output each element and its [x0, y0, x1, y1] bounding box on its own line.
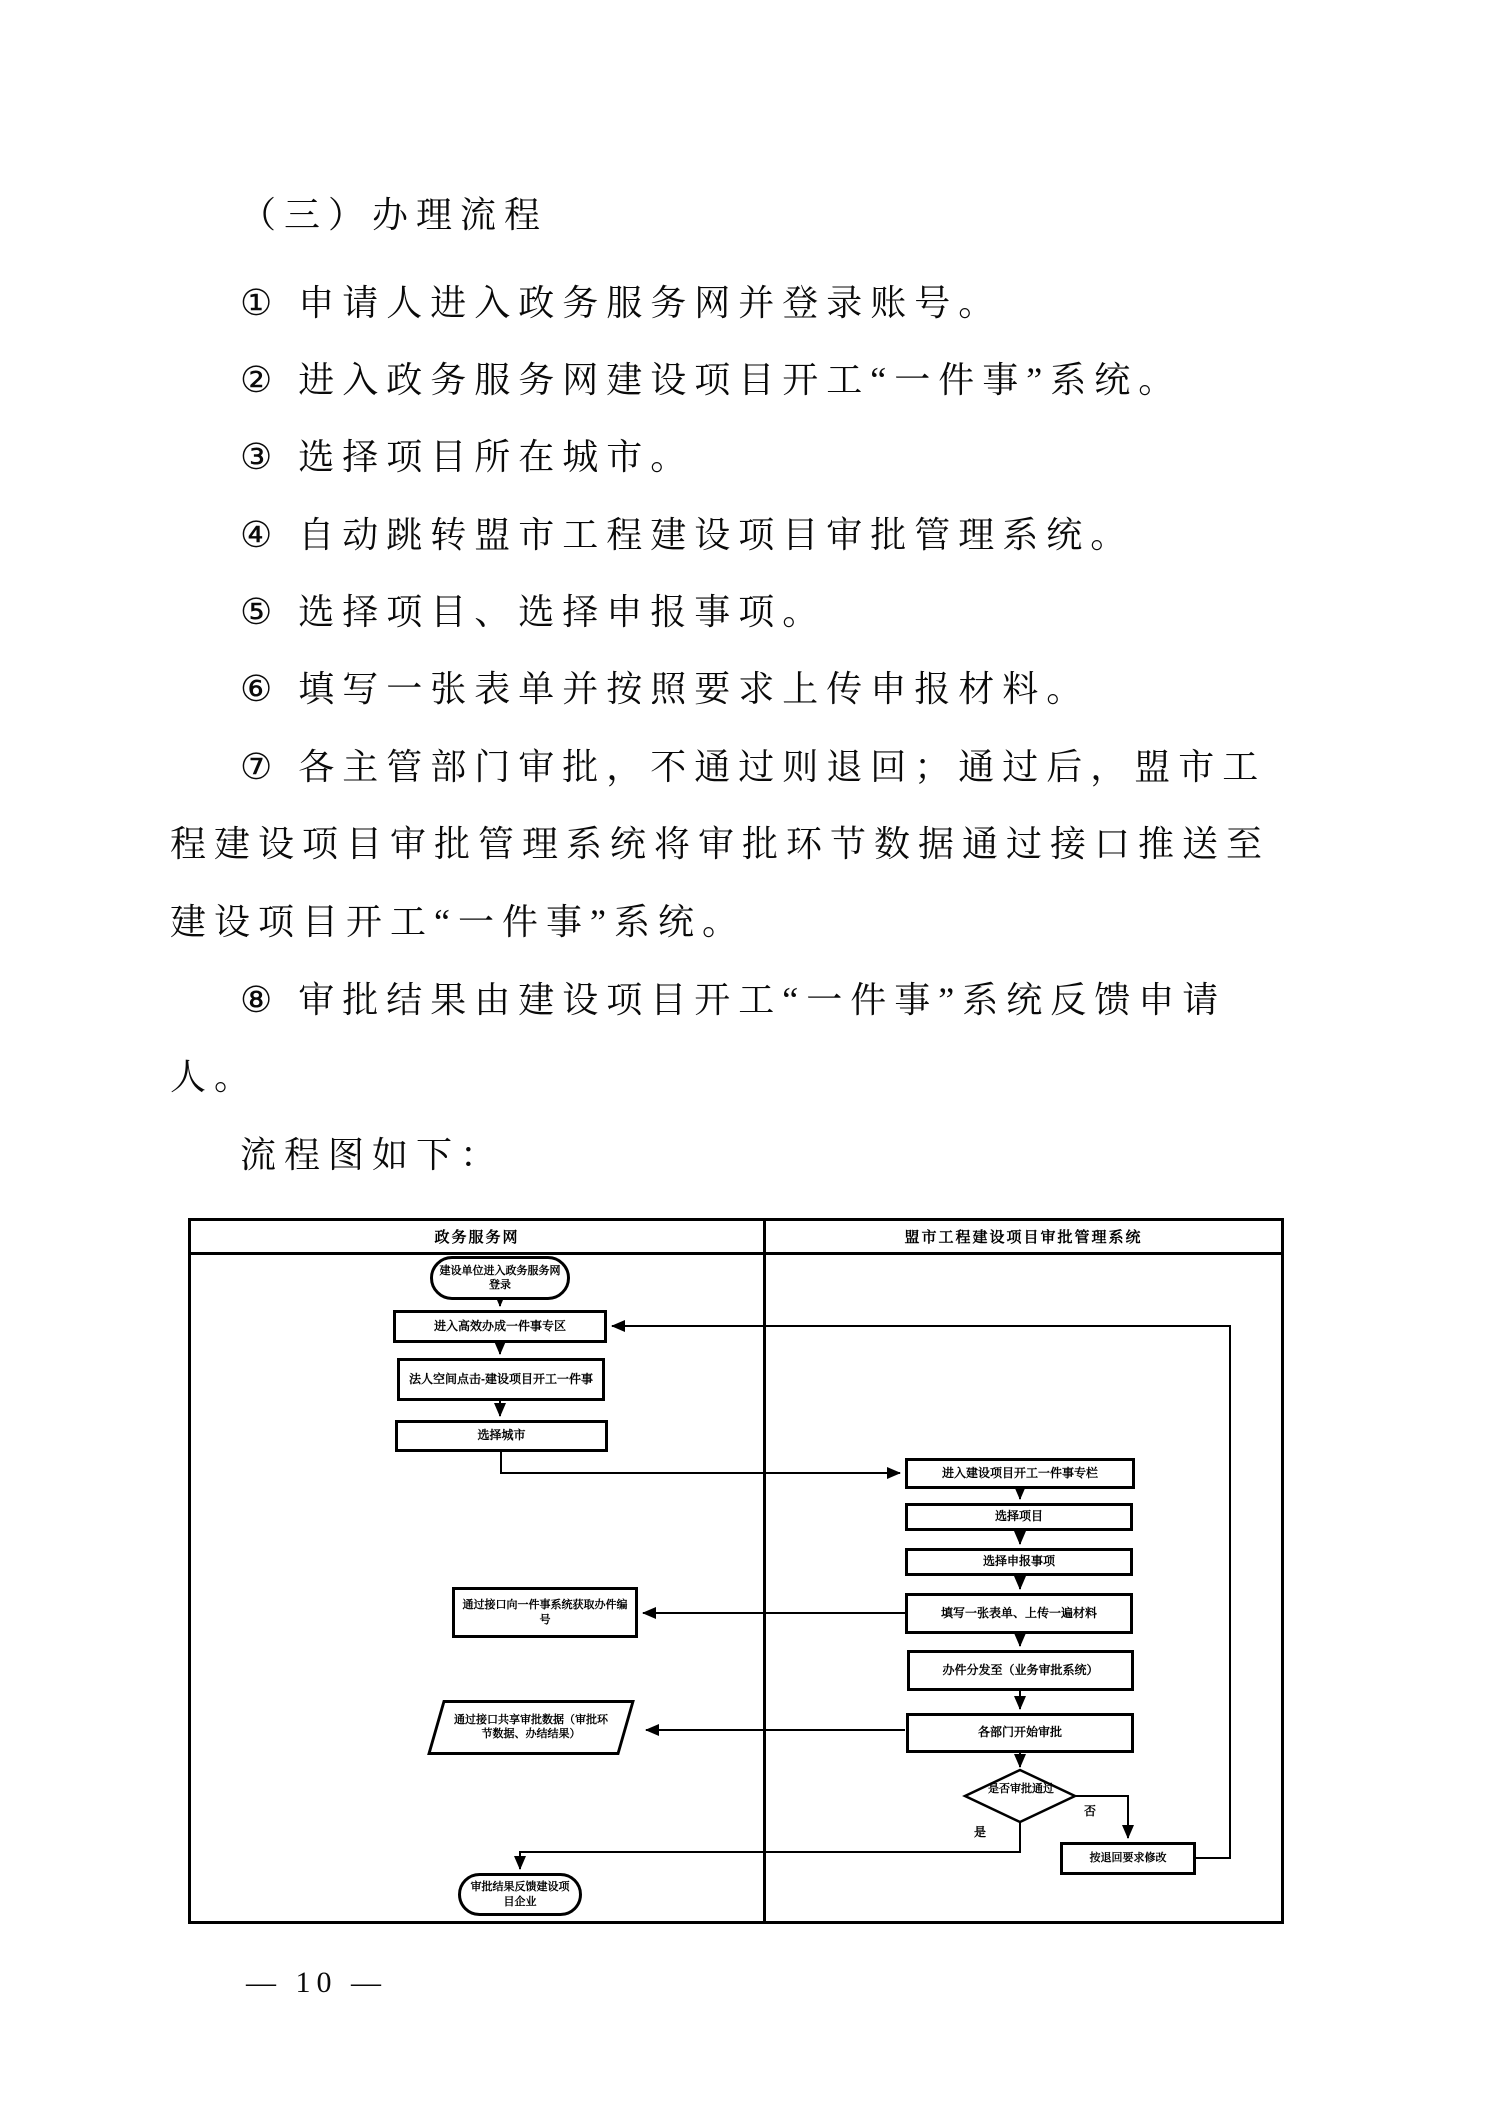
connector-line [501, 1452, 900, 1473]
step-8-text-line1: 审批结果由建设项目开工“一件事”系统反馈申请 [298, 980, 1227, 1020]
connector-line [520, 1822, 1020, 1869]
page-number: — 10 — [246, 1966, 387, 1999]
node-choose-item: 选择申报事项 [905, 1548, 1133, 1576]
step-2 [240, 361, 1182, 401]
step-1-marker: ① [240, 283, 273, 323]
step-1 [240, 284, 1002, 324]
node-choose-city: 选择城市 [395, 1420, 608, 1452]
step-3 [240, 438, 694, 478]
node-dept-approve: 各部门开始审批 [906, 1713, 1134, 1753]
step-5 [240, 593, 826, 633]
flowchart-header-right: 盟市工程建设项目审批管理系统 [904, 1229, 1143, 1246]
step-8-marker: ⑧ [240, 980, 273, 1020]
step-7-marker: ⑦ [240, 747, 273, 787]
node-share-data [427, 1700, 635, 1755]
node-dispatch: 办件分发至（业务审批系统） [907, 1650, 1134, 1691]
step-4-marker: ④ [240, 515, 273, 555]
step-5-text: 选择项目、选择申报事项。 [298, 592, 827, 632]
step-1-text: 申请人进入政务服务网并登录账号。 [298, 283, 1003, 323]
step-8-line2: 人。 [170, 1057, 259, 1097]
node-zone: 进入高效办成一件事专区 [393, 1310, 607, 1343]
step-4-text: 自动跳转盟市工程建设项目审批管理系统。 [298, 515, 1135, 555]
step-3-text: 选择项目所在城市。 [298, 437, 695, 477]
step-6-marker: ⑥ [240, 669, 273, 709]
step-6-text: 填写一张表单并按照要求上传申报材料。 [298, 669, 1091, 709]
flow-caption: 流程图如下： [240, 1135, 505, 1175]
step-4 [240, 516, 1134, 556]
branch-label-no: 否 [1084, 1804, 1097, 1818]
step-7-line2: 程建设项目审批管理系统将审批环节数据通过接口推送至 [170, 824, 1271, 864]
step-5-marker: ⑤ [240, 592, 273, 632]
step-7-text-line1: 各主管部门审批，不通过则退回；通过后，盟市工 [298, 747, 1267, 787]
node-enter-column: 进入建设项目开工一件事专栏 [905, 1458, 1135, 1489]
connector-line [612, 1326, 1230, 1858]
node-choose-project: 选择项目 [905, 1503, 1133, 1531]
step-8 [240, 981, 1226, 1021]
node-feedback-result: 审批结果反馈建设项目企业 [458, 1873, 582, 1916]
step-7 [240, 748, 1266, 788]
step-7-line3: 建设项目开工“一件事”系统。 [170, 902, 746, 942]
step-2-text: 进入政务服务网建设项目开工“一件事”系统。 [298, 360, 1183, 400]
node-fill-form: 填写一张表单、上传一遍材料 [905, 1593, 1133, 1634]
node-decision-label: 是否审批通过 [988, 1783, 1054, 1795]
node-get-case-no: 通过接口向一件事系统获取办件编号 [452, 1587, 638, 1638]
section-heading: （三）办理流程 [240, 195, 549, 235]
node-share-data-text: 通过接口共享审批数据（审批环节数据、办结结果） [454, 1714, 608, 1741]
branch-label-yes: 是 [974, 1825, 987, 1839]
step-3-marker: ③ [240, 437, 273, 477]
step-6 [240, 670, 1090, 710]
node-legal-space: 法人空间点击-建设项目开工一件事 [397, 1358, 605, 1401]
node-login: 建设单位进入政务服务网登录 [430, 1256, 570, 1300]
flowchart-header-left: 政务服务网 [434, 1229, 520, 1246]
node-modify: 按退回要求修改 [1060, 1842, 1196, 1875]
flowchart-frame [188, 1218, 1284, 1924]
step-2-marker: ② [240, 360, 273, 400]
